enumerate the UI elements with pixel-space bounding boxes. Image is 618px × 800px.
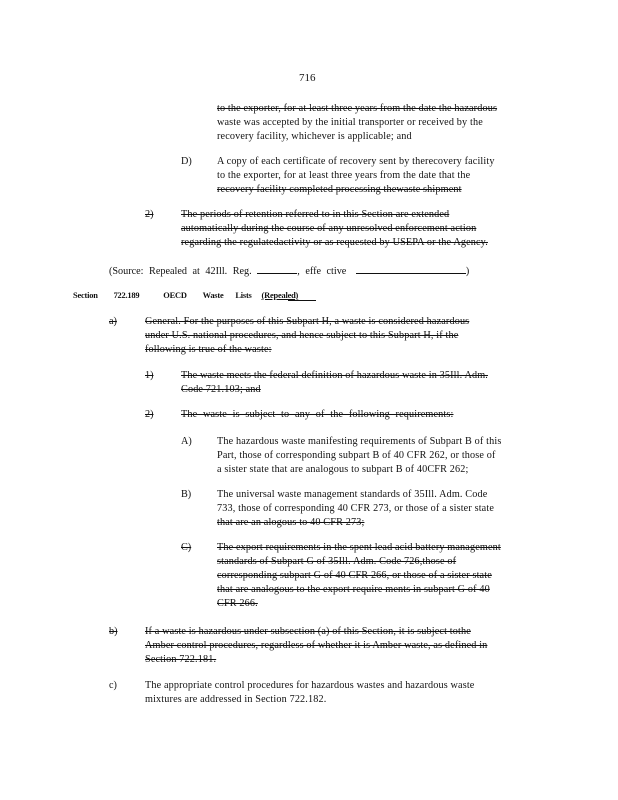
text-line: recovery facility completed processing thewaste shipment	[217, 184, 462, 195]
text-line: The universal waste management standards of 35Ill. Adm. Code	[217, 489, 488, 500]
para-a-text	[145, 315, 535, 357]
text-line: 733, those of corresponding 40 CFR 273, or those of a sister state	[217, 503, 495, 514]
section-title-word: Lists	[235, 291, 252, 300]
text-line: mixtures are addressed in Section 722.182.	[145, 694, 327, 705]
para-a2-label: 2)	[145, 409, 154, 420]
source-prefix: (Source: Repealed at 42Ill. Reg.	[109, 266, 252, 277]
text-line: The waste is subject to any of the following requirements:	[181, 409, 454, 420]
item-2-label: 2)	[145, 209, 154, 220]
text-line: recovery facility, whichever is applicable; and	[217, 131, 412, 142]
para-a2-text	[181, 408, 471, 422]
blank-line	[257, 263, 297, 274]
para-c-text	[145, 679, 518, 707]
heading-underline	[288, 300, 316, 301]
page-number: 716	[299, 72, 316, 84]
section-label: Section	[73, 291, 98, 300]
text-line: under U.S. national procedures, and hence subject to this Subpart H, if the	[145, 330, 459, 341]
text-line: The export requirements in the spent lead acid battery management	[217, 542, 501, 553]
sub-b-text	[217, 488, 531, 530]
text-line: Amber control procedures, regardless of whether it is Amber waste, as defined in	[145, 640, 488, 651]
item-d-text	[217, 155, 530, 197]
text-line: standards of Subpart G of 35Ill. Adm. Code 726,those of	[217, 556, 457, 567]
sub-c-label: C)	[181, 542, 192, 553]
text-line: a sister state that are analogous to subpart B of 40CFR 262;	[217, 464, 469, 475]
source-middle: , effe ctive	[297, 266, 347, 277]
source-suffix: )	[465, 266, 470, 277]
sub-b-label: B)	[181, 489, 192, 500]
text-line: A copy of each certificate of recovery sent by therecovery facility	[217, 156, 495, 167]
text-line: waste was accepted by the initial transporter or received by the	[217, 117, 483, 128]
section-heading	[73, 291, 298, 300]
repealed-tag: (Repealed)	[261, 291, 299, 300]
para-b-text	[145, 625, 535, 667]
section-number: 722.189	[113, 291, 140, 300]
source-note	[109, 263, 469, 279]
para-c-label: c)	[109, 680, 117, 691]
para-a-label: a)	[109, 316, 117, 327]
text-line: The waste meets the federal definition of hazardous waste in 35Ill. Adm.	[181, 370, 488, 381]
text-line: following is true of the waste:	[145, 344, 272, 355]
text-line: to the exporter, for at least three years from the date that the	[217, 170, 471, 181]
text-line: corresponding subpart G of 40 CFR 266, or those of a sister state	[217, 570, 492, 581]
text-line: The appropriate control procedures for hazardous wastes and hazardous waste	[145, 680, 475, 691]
item-2-text	[181, 208, 530, 250]
blank-line	[356, 263, 466, 274]
text-line: that are an alogous to 40 CFR 273;	[217, 517, 365, 528]
sub-a-text	[217, 435, 541, 477]
text-line: The periods of retention referred to in this Section are extended	[181, 209, 450, 220]
text-line: The hazardous waste manifesting requirements of Subpart B of this	[217, 436, 502, 447]
text-line: automatically during the course of any unresolved enforcement action	[181, 223, 477, 234]
continuation-paragraph	[217, 102, 517, 144]
para-b-label: b)	[109, 626, 118, 637]
text-line: CFR 266.	[217, 598, 258, 609]
text-line: General. For the purposes of this Subpart H, a waste is considered hazardous	[145, 316, 470, 327]
text-line: Section 722.181.	[145, 654, 217, 665]
text-line: Part, those of corresponding subpart B of 40 CFR 262, or those of	[217, 450, 496, 461]
item-d-label: D)	[181, 156, 192, 167]
sub-a-label: A)	[181, 436, 192, 447]
text-line: that are analogous to the export require ments in subpart G of 40	[217, 584, 490, 595]
section-title-word: OECD	[163, 291, 187, 300]
text-line: Code 721.103; and	[181, 384, 261, 395]
section-title-word: Waste	[202, 291, 224, 300]
para-a1-label: 1)	[145, 370, 154, 381]
para-a1-text	[181, 369, 535, 397]
text-line: to the exporter, for at least three years from the date the hazardous	[217, 103, 498, 114]
text-line: If a waste is hazardous under subsection (a) of this Section, it is subject tothe	[145, 626, 471, 637]
text-line: regarding the regulatedactivity or as requested by USEPA or the Agency.	[181, 237, 488, 248]
sub-c-text	[217, 541, 531, 611]
